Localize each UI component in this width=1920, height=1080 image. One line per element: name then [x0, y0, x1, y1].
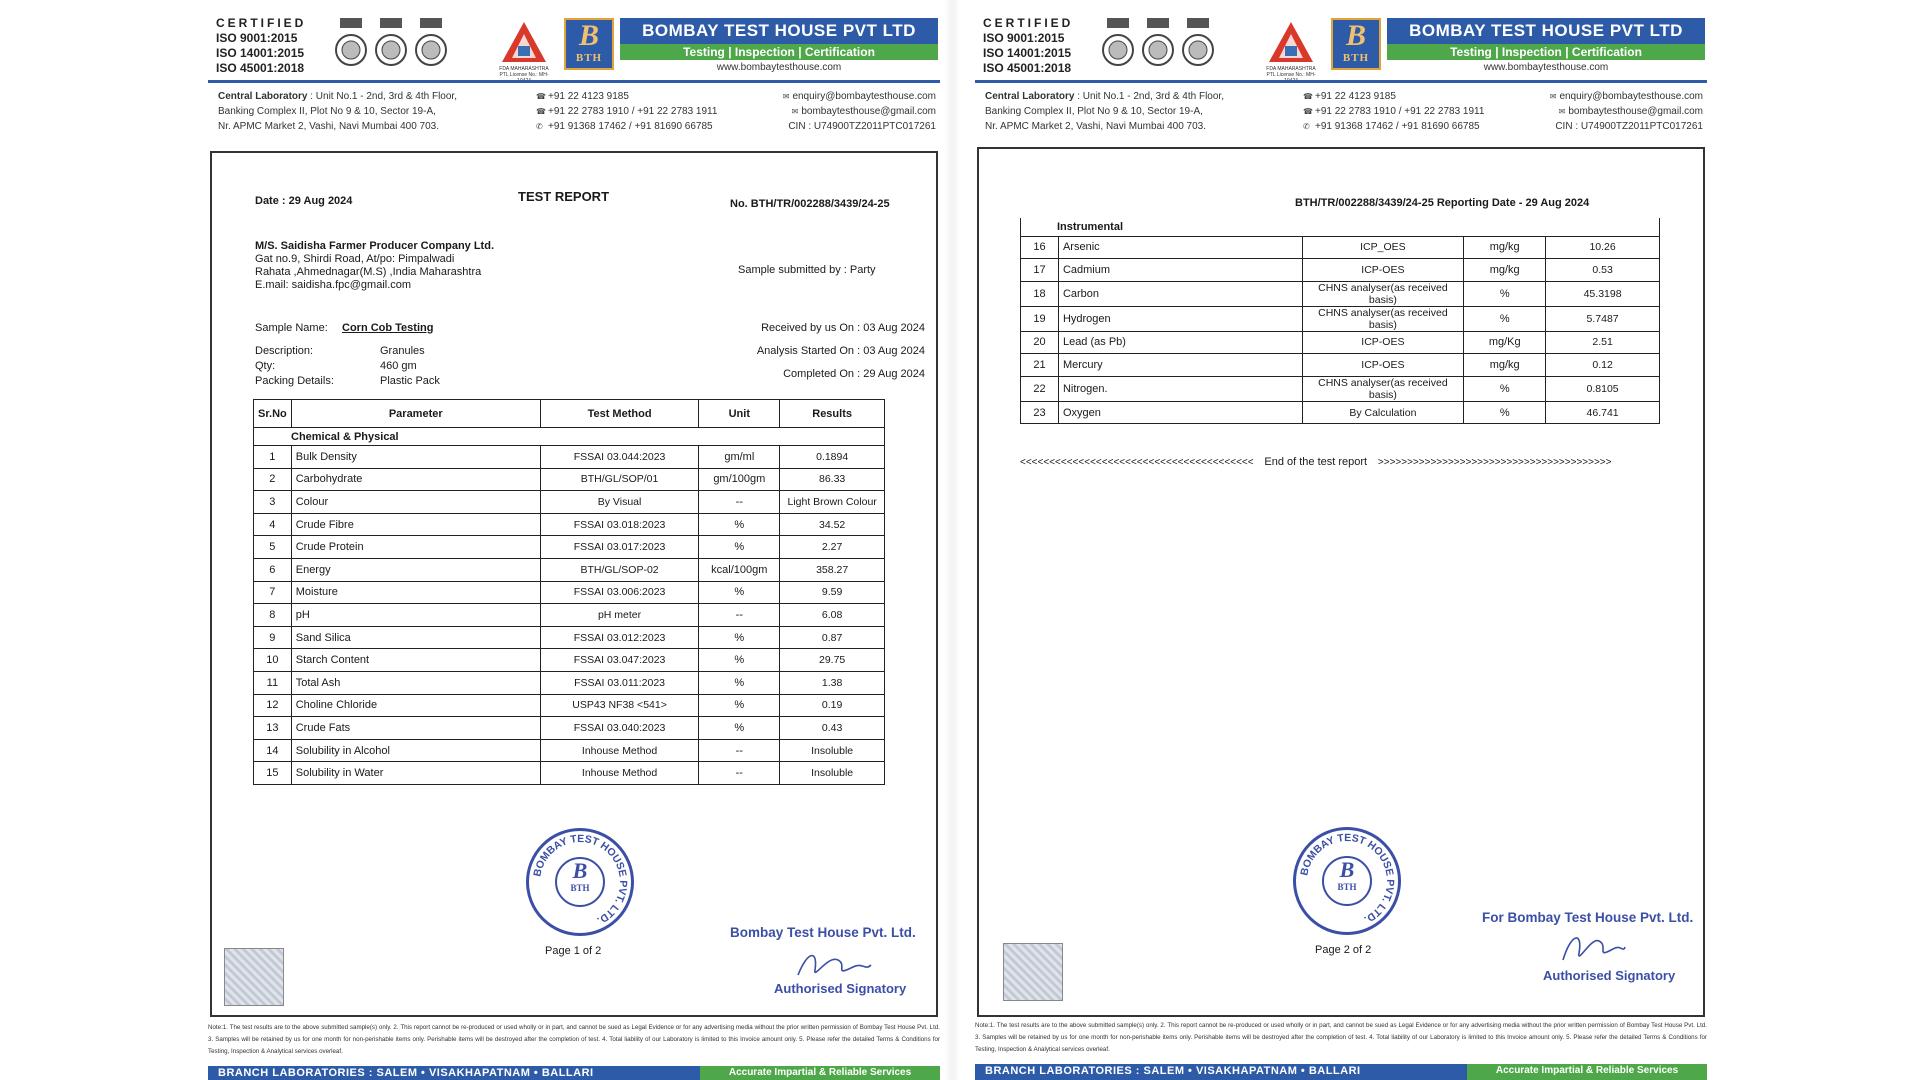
signer-company: Bombay Test House Pvt. Ltd.	[730, 925, 916, 940]
result-cell: 5.7487	[1546, 306, 1660, 331]
unit-cell: --	[699, 491, 780, 514]
parameter-cell: Solubility in Alcohol	[291, 739, 540, 762]
test-method-cell: FSSAI 03.044:2023	[540, 446, 699, 469]
result-cell: Light Brown Colour	[780, 491, 885, 514]
iso-14001-badge-icon	[1141, 16, 1175, 76]
parameter-cell: pH	[291, 604, 540, 627]
sample-name-label: Sample Name:	[255, 322, 328, 334]
email-icon: ✉	[782, 92, 790, 101]
sample-name: Corn Cob Testing	[342, 322, 434, 334]
contact-block	[985, 89, 1705, 137]
result-cell: 0.12	[1546, 354, 1660, 377]
test-method-cell: Inhouse Method	[540, 762, 699, 785]
sr-no-cell: 18	[1021, 281, 1059, 306]
footer-note: Note:1. The test results are to the above submitted sample(s) only. 2. This report cannot be re-produced or used wholly or in part, and cannot be sued as Legal Evidence or for any advertising media without the prior written permission of Bombay Test House Pvt. Ltd. 3. Samples will be retained by us for one month for non-perishable items only. Perishable items will be destroyed after the completion of test. 4. Total liability of our Laboratory is limited to this Invoice amount only. 5. Please refer the detailed Terms & Conditions for Testing, Inspection & Analytical services overleaf.	[975, 1022, 1707, 1053]
test-method-cell: Inhouse Method	[540, 739, 699, 762]
table-row	[1021, 281, 1660, 306]
result-cell: Insoluble	[780, 762, 885, 785]
phone-icon: ☎	[1303, 92, 1313, 101]
signer-title: Authorised Signatory	[1543, 968, 1676, 983]
hologram-seal	[224, 948, 284, 1006]
footer-note: Note:1. The test results are to the above submitted sample(s) only. 2. This report cannot be re-produced or used wholly or in part, and cannot be sued as Legal Evidence or for any advertising media without the prior written permission of Bombay Test House Pvt. Ltd. 3. Samples will be retained by us for one month for non-perishable items only. Perishable items will be destroyed after the completion of test. 4. Total liability of our Laboratory is limited to this Invoice amount only. 5. Please refer the detailed Terms & Conditions for Testing, Inspection & Analytical services overleaf.	[208, 1024, 940, 1055]
table-row	[1021, 401, 1660, 424]
parameter-cell: Hydrogen	[1058, 306, 1302, 331]
stamp-ring-text: BOMBAY TEST HOUSE PVT. LTD.	[1298, 831, 1397, 926]
table-row	[254, 446, 885, 469]
parameter-cell: Solubility in Water	[291, 762, 540, 785]
parameter-cell: Nitrogen.	[1058, 376, 1302, 401]
result-cell: 10.26	[1546, 236, 1660, 259]
unit-cell: %	[1464, 376, 1546, 401]
test-method-cell: BTH/GL/SOP/01	[540, 468, 699, 491]
parameter-cell: Colour	[291, 491, 540, 514]
website-link[interactable]: www.bombaytesthouse.com	[1483, 62, 1609, 73]
table-row	[254, 717, 885, 740]
unit-cell: gm/100gm	[699, 468, 780, 491]
result-cell: 34.52	[780, 513, 885, 536]
table-row	[1021, 354, 1660, 377]
unit-cell: %	[699, 581, 780, 604]
result-cell: 46.741	[1546, 401, 1660, 424]
result-cell: 2.51	[1546, 331, 1660, 354]
header-divider	[208, 80, 940, 83]
unit-cell: %	[699, 694, 780, 717]
parameter-cell: Lead (as Pb)	[1058, 331, 1302, 354]
table-row	[254, 558, 885, 581]
test-method-cell: BTH/GL/SOP-02	[540, 558, 699, 581]
letterhead	[983, 14, 1705, 84]
client-block: M/S. Saidisha Farmer Producer Company Ltd. Gat no.9, Shirdi Road, At/po: Pimpalwadi Rahata ,Ahmednagar(M.S) ,India Maharashtra E.mail: saidisha.fpc@gmail.com	[255, 240, 494, 291]
sr-no-cell: 2	[254, 468, 292, 491]
table-row	[254, 604, 885, 627]
unit-cell: %	[699, 717, 780, 740]
certifications: CERTIFIED ISO 9001:2015 ISO 14001:2015 ISO 45001:2018	[216, 16, 307, 75]
fda-triangle-icon	[500, 20, 548, 64]
parameter-cell: Moisture	[291, 581, 540, 604]
sr-no-cell: 23	[1021, 401, 1059, 424]
table-row	[254, 671, 885, 694]
table-row	[1021, 306, 1660, 331]
table-row	[254, 694, 885, 717]
sr-no-cell: 8	[254, 604, 292, 627]
sr-no-cell: 7	[254, 581, 292, 604]
stamp-logo: B BTH	[1322, 856, 1372, 906]
unit-cell: kcal/100gm	[699, 558, 780, 581]
column-header: Results	[780, 400, 885, 428]
result-cell: 0.87	[780, 626, 885, 649]
page-number: Page 1 of 2	[545, 945, 602, 957]
header-divider	[975, 80, 1707, 83]
test-method-cell: FSSAI 03.012:2023	[540, 626, 699, 649]
certification-badges	[334, 16, 448, 76]
sr-no-cell: 17	[1021, 259, 1059, 282]
table-row	[254, 513, 885, 536]
parameter-cell: Carbon	[1058, 281, 1302, 306]
test-method-cell: pH meter	[540, 604, 699, 627]
table-header-row	[254, 400, 885, 428]
sr-no-cell: 12	[254, 694, 292, 717]
test-method-cell: ICP-OES	[1302, 354, 1464, 377]
parameter-cell: Energy	[291, 558, 540, 581]
results-table	[1020, 218, 1660, 424]
result-cell: 2.27	[780, 536, 885, 559]
table-row	[254, 491, 885, 514]
end-of-report-text: End of the test report	[1264, 456, 1368, 468]
table-row	[1021, 259, 1660, 282]
test-method-cell: FSSAI 03.011:2023	[540, 671, 699, 694]
sr-no-cell: 6	[254, 558, 292, 581]
test-method-cell: FSSAI 03.040:2023	[540, 717, 699, 740]
email-icon: ✉	[1558, 107, 1566, 116]
parameter-cell: Crude Fibre	[291, 513, 540, 536]
table-row	[254, 739, 885, 762]
sr-no-cell: 16	[1021, 236, 1059, 259]
results-table	[253, 399, 885, 785]
table-row	[1021, 331, 1660, 354]
table-group-row	[1021, 218, 1660, 236]
sr-no-cell: 10	[254, 649, 292, 672]
parameter-cell: Oxygen	[1058, 401, 1302, 424]
iso-45001-badge-icon	[414, 16, 448, 76]
table-row	[254, 468, 885, 491]
result-cell: 29.75	[780, 649, 885, 672]
test-method-cell: CHNS analyser(as received basis)	[1302, 376, 1464, 401]
sr-no-cell: 19	[1021, 306, 1059, 331]
test-method-cell: By Calculation	[1302, 401, 1464, 424]
sample-submitted-by: Sample submitted by : Party	[738, 264, 876, 276]
result-cell: 0.53	[1546, 259, 1660, 282]
parameter-cell: Crude Protein	[291, 536, 540, 559]
table-row	[254, 762, 885, 785]
result-cell: 9.59	[780, 581, 885, 604]
page-number: Page 2 of 2	[1315, 944, 1372, 956]
table-row	[1021, 376, 1660, 401]
lab-address: Central Laboratory : Unit No.1 - 2nd, 3rd & 4th Floor, Banking Complex II, Plot No 9 & 10, Sector 19-A, Nr. APMC Market 2, Vashi, Navi Mumbai 400 703.	[218, 91, 457, 132]
footer-bar: BRANCH LABORATORIES : SALEM • VISAKHAPATNAM • BALLARI Accurate Impartial & Reliable Services	[975, 1064, 1707, 1080]
parameter-cell: Starch Content	[291, 649, 540, 672]
result-cell: Insoluble	[780, 739, 885, 762]
column-header: Unit	[699, 400, 780, 428]
result-cell: 358.27	[780, 558, 885, 581]
result-cell: 1.38	[780, 671, 885, 694]
sample-details-values: Granules 460 gm Plastic Pack	[380, 345, 440, 387]
company-stamp	[526, 828, 634, 936]
fda-triangle-icon	[1267, 20, 1315, 64]
hologram-seal	[1003, 943, 1063, 1001]
bth-logo: B BTH	[564, 18, 614, 70]
sample-details-labels: Description: Qty: Packing Details:	[255, 345, 334, 387]
email-link[interactable]: enquiry@bombaytesthouse.com	[792, 91, 936, 102]
sr-no-cell: 3	[254, 491, 292, 514]
sr-no-cell: 15	[254, 762, 292, 785]
page-gutter	[945, 0, 960, 1080]
website-link[interactable]: www.bombaytesthouse.com	[716, 62, 842, 73]
signer-company: For Bombay Test House Pvt. Ltd.	[1482, 910, 1694, 925]
bth-logo: B BTH	[1331, 18, 1381, 70]
unit-cell: %	[699, 671, 780, 694]
parameter-cell: Carbohydrate	[291, 468, 540, 491]
test-method-cell: FSSAI 03.006:2023	[540, 581, 699, 604]
phone-icon: ☎	[1303, 107, 1313, 116]
sr-no-cell: 20	[1021, 331, 1059, 354]
unit-cell: %	[699, 513, 780, 536]
certifications: CERTIFIED ISO 9001:2015 ISO 14001:2015 ISO 45001:2018	[983, 16, 1074, 75]
sr-no-cell: 5	[254, 536, 292, 559]
result-cell: 6.08	[780, 604, 885, 627]
table-row	[254, 649, 885, 672]
table-row	[254, 536, 885, 559]
column-header: Sr.No	[254, 400, 292, 428]
table-row	[254, 581, 885, 604]
mobile-icon: ✆	[1303, 122, 1310, 131]
email-icon: ✉	[1549, 92, 1557, 101]
report-reference: BTH/TR/002288/3439/24-25 Reporting Date - 29 Aug 2024	[1295, 197, 1590, 209]
phone-icon: ☎	[536, 107, 546, 116]
signer-title: Authorised Signatory	[774, 981, 907, 996]
parameter-cell: Choline Chloride	[291, 694, 540, 717]
unit-cell: %	[699, 536, 780, 559]
footer-bar: BRANCH LABORATORIES : SALEM • VISAKHAPATNAM • BALLARI Accurate Impartial & Reliable Services	[208, 1066, 940, 1080]
test-method-cell: USP43 NF38 <541>	[540, 694, 699, 717]
sr-no-cell: 14	[254, 739, 292, 762]
stamp-ring-text: BOMBAY TEST HOUSE PVT. LTD.	[531, 832, 630, 927]
unit-cell: %	[1464, 401, 1546, 424]
parameter-cell: Cadmium	[1058, 259, 1302, 282]
signature-icon	[1557, 925, 1627, 970]
end-of-report-line: <<<<<<<<<<<<<<<<<<<<<<<<<<<<<<<<<<<<<<<< End of the test report >>>>>>>>>>>>>>>>>>>>>>>>>>>>>>>>>>>>>>>>	[1020, 456, 1612, 468]
unit-cell: --	[699, 739, 780, 762]
result-cell: 0.43	[780, 717, 885, 740]
test-method-cell: ICP-OES	[1302, 331, 1464, 354]
unit-cell: --	[699, 762, 780, 785]
column-header: Test Method	[540, 400, 699, 428]
test-method-cell: By Visual	[540, 491, 699, 514]
test-method-cell: ICP_OES	[1302, 236, 1464, 259]
sr-no-cell: 4	[254, 513, 292, 536]
test-method-cell: FSSAI 03.018:2023	[540, 513, 699, 536]
iso-45001-badge-icon	[1181, 16, 1215, 76]
test-method-cell: CHNS analyser(as received basis)	[1302, 281, 1464, 306]
result-cell: 86.33	[780, 468, 885, 491]
result-cell: 0.19	[780, 694, 885, 717]
group-label: Instrumental	[1021, 218, 1303, 236]
report-page-2	[975, 0, 1707, 1080]
report-page-1	[208, 0, 940, 1080]
sr-no-cell: 22	[1021, 376, 1059, 401]
unit-cell: %	[699, 626, 780, 649]
result-cell: 0.1894	[780, 446, 885, 469]
iso-9001-badge-icon	[334, 16, 368, 76]
company-brand: BOMBAY TEST HOUSE PVT LTD Testing | Inspection | Certification www.bombaytesthouse.com	[1387, 18, 1705, 73]
fda-maharashtra-logo: FDA MAHARASHTRA PTL License No.: MH-	[1263, 20, 1319, 82]
email-link[interactable]: bombaytesthouse@gmail.com	[1568, 106, 1703, 117]
unit-cell: mg/Kg	[1464, 331, 1546, 354]
contact-block	[218, 89, 938, 137]
letterhead	[216, 14, 938, 84]
sample-dates: Received by us On : 03 Aug 2024 Analysis Started On : 03 Aug 2024 Completed On : 29 Aug 2024	[756, 322, 925, 380]
iso-9001-badge-icon	[1101, 16, 1135, 76]
result-cell: 45.3198	[1546, 281, 1660, 306]
test-method-cell: CHNS analyser(as received basis)	[1302, 306, 1464, 331]
unit-cell: mg/kg	[1464, 354, 1546, 377]
email-link[interactable]: bombaytesthouse@gmail.com	[801, 106, 936, 117]
iso-14001-badge-icon	[374, 16, 408, 76]
sr-no-cell: 13	[254, 717, 292, 740]
sr-no-cell: 11	[254, 671, 292, 694]
result-cell: 0.8105	[1546, 376, 1660, 401]
report-number: No. BTH/TR/002288/3439/24-25	[730, 198, 890, 210]
email-icon: ✉	[791, 107, 799, 116]
parameter-cell: Mercury	[1058, 354, 1302, 377]
phone-icon: ☎	[536, 92, 546, 101]
table-group-row	[254, 428, 885, 446]
test-method-cell: ICP-OES	[1302, 259, 1464, 282]
stamp-logo: B BTH	[555, 857, 605, 907]
test-method-cell: FSSAI 03.047:2023	[540, 649, 699, 672]
email-block: ✉ enquiry@bombaytesthouse.com ✉ bombaytesthouse@gmail.com CIN : U74900TZ2011PTC017261	[736, 89, 936, 134]
phone-numbers: ☎ +91 22 4123 9185 ☎ +91 22 2783 1910 / +91 22 2783 1911 ✆ +91 91368 17462 / +91 81690 66785	[536, 91, 718, 132]
unit-cell: %	[1464, 281, 1546, 306]
sr-no-cell: 1	[254, 446, 292, 469]
email-link[interactable]: enquiry@bombaytesthouse.com	[1559, 91, 1703, 102]
column-header: Parameter	[291, 400, 540, 428]
email-block: ✉ enquiry@bombaytesthouse.com ✉ bombaytesthouse@gmail.com CIN : U74900TZ2011PTC017261	[1503, 89, 1703, 134]
sr-no-cell: 21	[1021, 354, 1059, 377]
unit-cell: mg/kg	[1464, 259, 1546, 282]
company-stamp	[1293, 827, 1401, 935]
phone-numbers: ☎ +91 22 4123 9185 ☎ +91 22 2783 1910 / +91 22 2783 1911 ✆ +91 91368 17462 / +91 81690 66785	[1303, 91, 1485, 132]
unit-cell: gm/ml	[699, 446, 780, 469]
unit-cell: mg/kg	[1464, 236, 1546, 259]
company-brand: BOMBAY TEST HOUSE PVT LTD Testing | Inspection | Certification www.bombaytesthouse.com	[620, 18, 938, 73]
table-row	[254, 626, 885, 649]
group-label: Chemical & Physical	[254, 428, 541, 446]
page-title: TEST REPORT	[518, 189, 610, 204]
parameter-cell: Bulk Density	[291, 446, 540, 469]
unit-cell: --	[699, 604, 780, 627]
parameter-cell: Sand Silica	[291, 626, 540, 649]
unit-cell: %	[699, 649, 780, 672]
fda-maharashtra-logo: FDA MAHARASHTRA PTL License No.: MH-	[496, 20, 552, 82]
signature-icon	[793, 945, 873, 985]
parameter-cell: Arsenic	[1058, 236, 1302, 259]
parameter-cell: Crude Fats	[291, 717, 540, 740]
certification-badges	[1101, 16, 1215, 76]
test-method-cell: FSSAI 03.017:2023	[540, 536, 699, 559]
sr-no-cell: 9	[254, 626, 292, 649]
parameter-cell: Total Ash	[291, 671, 540, 694]
lab-address: Central Laboratory : Unit No.1 - 2nd, 3rd & 4th Floor, Banking Complex II, Plot No 9 & 10, Sector 19-A, Nr. APMC Market 2, Vashi, Navi Mumbai 400 703.	[985, 91, 1224, 132]
unit-cell: %	[1464, 306, 1546, 331]
table-row	[1021, 236, 1660, 259]
mobile-icon: ✆	[536, 122, 543, 131]
report-date: Date : 29 Aug 2024	[255, 195, 353, 207]
